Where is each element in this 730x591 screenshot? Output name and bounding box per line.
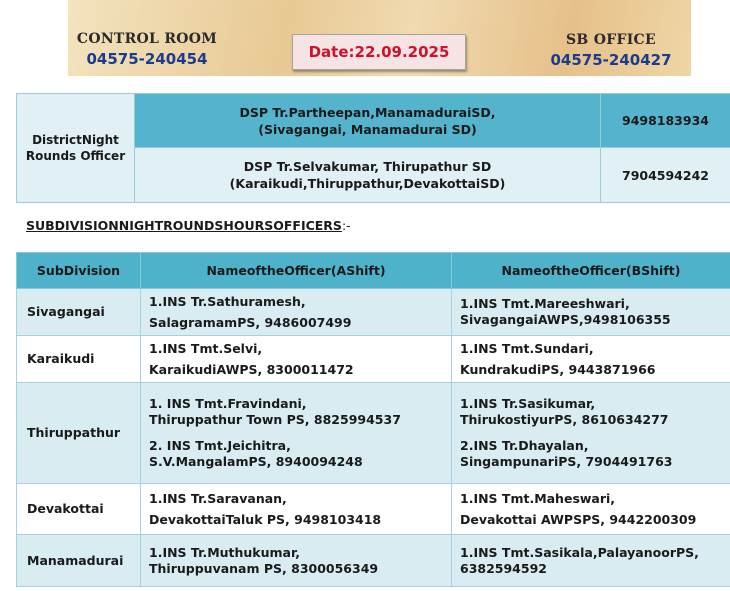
officer-line: 1.INS Tmt.Sundari, (460, 340, 594, 356)
b-shift-cell (452, 289, 730, 336)
table-row (17, 336, 730, 383)
dsp-officer-name (135, 94, 601, 148)
b-shift-cell (452, 383, 730, 484)
dsp-jurisdiction-line: (Sivagangai, Manamadurai SD) (258, 121, 477, 137)
subdivision-cell: Thiruppathur (17, 383, 141, 484)
officer-line: 2. INS Tmt.Jeichitra, (149, 438, 291, 453)
dsp-name-line: DSP Tr.Selvakumar, Thirupathur SD (243, 159, 492, 174)
table-row (17, 535, 730, 587)
a-shift-cell (141, 289, 452, 336)
b-shift-cell (452, 336, 730, 383)
station-line: SingampunariPS, 7904491763 (460, 454, 673, 469)
station-line: 6382594592 (460, 560, 547, 576)
sb-office-block (536, 32, 686, 69)
b-shift-cell (452, 484, 730, 535)
district-night-rounds-table (16, 93, 730, 203)
officer-line: 1.INS Tmt.Sasikala,PalayanoorPS, (460, 544, 699, 560)
a-shift-cell (141, 336, 452, 383)
section-heading (26, 218, 351, 233)
dsp-officer-phone: 9498183934 (601, 94, 730, 148)
column-header-subdivision: SubDivision (17, 253, 141, 289)
dsp-name-line: DSP Tr.Partheepan,ManamaduraiSD, (239, 104, 496, 120)
b-shift-cell (452, 535, 730, 587)
officer-line: 1. INS Tmt.Fravindani, (149, 396, 307, 411)
officer-line: 1.INS Tr.Saravanan, (149, 490, 287, 506)
station-line: SivagangaiAWPS,9498106355 (460, 312, 671, 327)
dsp-jurisdiction-line: (Karaikudi,Thiruppathur,DevakottaiSD) (229, 176, 506, 191)
station-line: Devakottai AWPSPS, 9442200309 (460, 511, 697, 527)
station-line: Thiruppathur Town PS, 8825994537 (149, 412, 401, 427)
subdivision-cell: Manamadurai (17, 535, 141, 587)
station-line: ThirukostiyurPS, 8610634277 (460, 412, 669, 427)
section-heading-suffix: :- (341, 218, 351, 233)
district-night-rounds-label: DistrictNight Rounds Officer (17, 94, 135, 203)
table-row (17, 289, 730, 336)
dsp-officer-phone: 7904594242 (601, 148, 730, 203)
station-line: DevakottaiTaluk PS, 9498103418 (149, 511, 382, 527)
header-banner (68, 0, 691, 76)
subdivision-cell: Devakottai (17, 484, 141, 535)
column-header-b-shift: NameoftheOfficer(BShift) (452, 253, 730, 289)
station-line: Thiruppuvanam PS, 8300056349 (149, 560, 379, 576)
officer-line: 1.INS Tmt.Mareeshwari, (460, 296, 630, 311)
station-line: S.V.MangalamPS, 8940094248 (149, 454, 363, 469)
officer-line: 2.INS Tr.Dhayalan, (460, 438, 589, 453)
control-room-label: CONTROL ROOM (76, 31, 218, 47)
subdivision-cell: Sivagangai (17, 289, 141, 336)
date-badge: Date:22.09.2025 (292, 34, 466, 70)
table-row (17, 383, 730, 484)
column-header-a-shift: NameoftheOfficer(AShift) (141, 253, 452, 289)
officer-line: 1.INS Tr.Sathuramesh, (149, 293, 306, 309)
officer-line: 1.INS Tr.Muthukumar, (149, 544, 301, 560)
table-header-row (17, 253, 730, 289)
a-shift-cell (141, 535, 452, 587)
sb-office-label: SB OFFICE (566, 32, 656, 48)
control-room-block (72, 31, 222, 68)
table-row (17, 484, 730, 535)
officer-line: 1.INS Tmt.Maheswari, (460, 490, 616, 506)
subdivision-officers-table (16, 252, 730, 587)
a-shift-cell (141, 484, 452, 535)
station-line: SalagramamPS, 9486007499 (149, 314, 352, 330)
subdivision-cell: Karaikudi (17, 336, 141, 383)
officer-line: 1.INS Tmt.Selvi, (149, 340, 263, 356)
dsp-officer-name (135, 148, 601, 203)
sb-office-phone: 04575-240427 (550, 51, 672, 69)
dsp-row (17, 94, 730, 148)
station-line: KaraikudiAWPS, 8300011472 (149, 361, 354, 377)
section-heading-text: SUBDIVISIONNIGHTROUNDSHOURSOFFICERS (26, 218, 342, 233)
a-shift-cell (141, 383, 452, 484)
station-line: KundrakudiPS, 9443871966 (460, 361, 656, 377)
control-room-phone: 04575-240454 (86, 50, 208, 68)
officer-line: 1.INS Tr.Sasikumar, (460, 396, 596, 411)
